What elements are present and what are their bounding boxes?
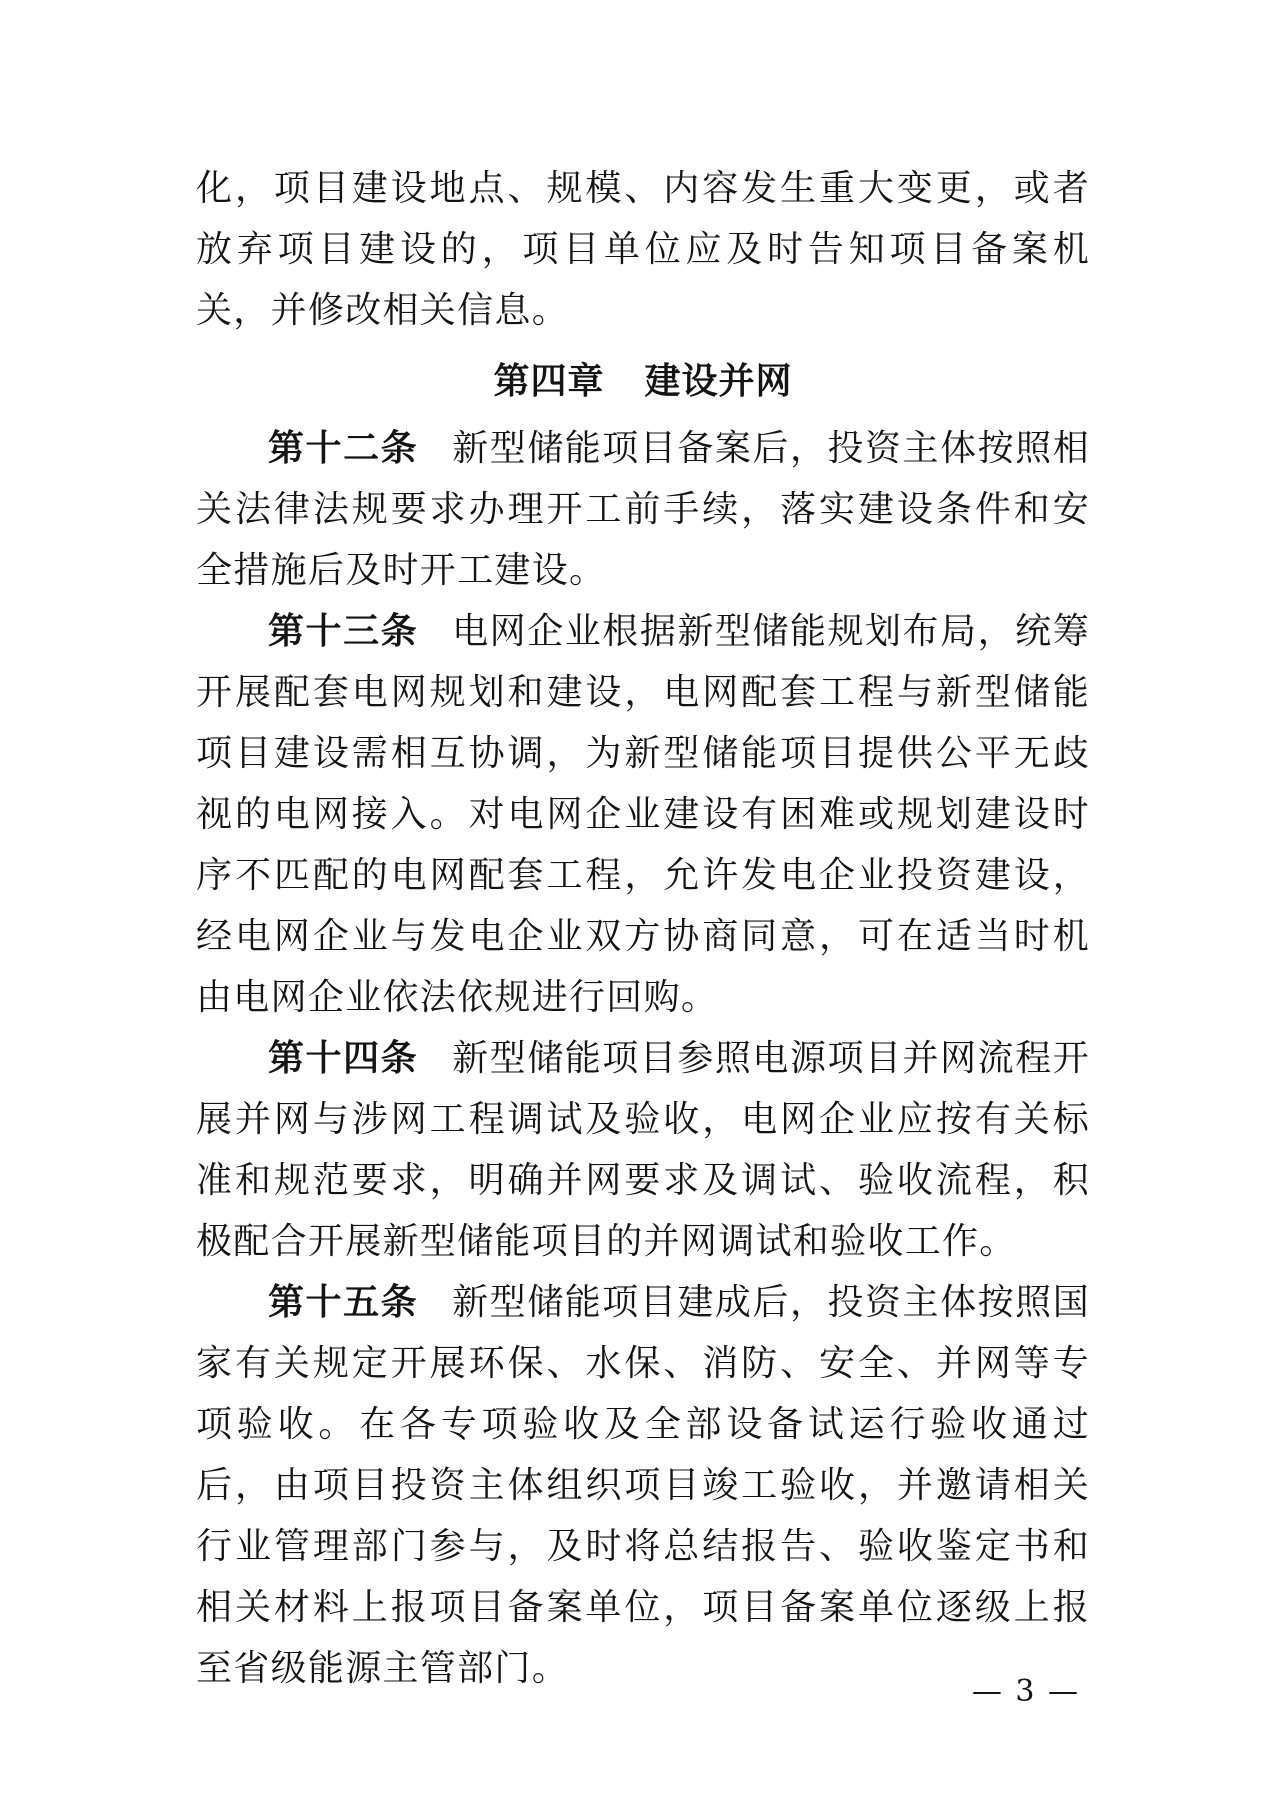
page-number: — 3 — bbox=[971, 1674, 1080, 1709]
article-13 bbox=[196, 601, 1090, 1028]
article-label: 第十三条 bbox=[268, 611, 419, 652]
chapter-number: 第四章 bbox=[493, 361, 605, 402]
article-text: 新型储能项目参照电源项目并网流程开展并网与涉网工程调试及验收，电网企业应按有关标准和规范要求，明确并网要求及调试、验收流程，积极配合开展新型储能项目的并网调试和验收工作。 bbox=[196, 1038, 1090, 1262]
article-text: 电网企业根据新型储能规划布局，统筹开展配套电网规划和建设，电网配套工程与新型储能项目建设需相互协调，为新型储能项目提供公平无歧视的电网接入。对电网企业建设有困难或规划建设时序不匹配的电网配套工程，允许发电企业投资建设，经电网企业与发电企业双方协商同意，可在适当时机由电网企业依法依规进行回购。 bbox=[196, 611, 1090, 1018]
page-body bbox=[196, 158, 1090, 1699]
article-text: 新型储能项目建成后，投资主体按照国家有关规定开展环保、水保、消防、安全、并网等专项验收。在各专项验收及全部设备试运行验收通过后，由项目投资主体组织项目竣工验收，并邀请相关行业管理部门参与，及时将总结报告、验收鉴定书和相关材料上报项目备案单位，项目备案单位逐级上报至省级能源主管部门。 bbox=[196, 1282, 1090, 1689]
article-14 bbox=[196, 1028, 1090, 1272]
article-label: 第十四条 bbox=[268, 1038, 419, 1079]
article-label: 第十五条 bbox=[268, 1282, 419, 1323]
article-15 bbox=[196, 1272, 1090, 1699]
chapter-title: 建设并网 bbox=[644, 361, 793, 402]
article-label: 第十二条 bbox=[268, 428, 419, 469]
continued-paragraph: 化，项目建设地点、规模、内容发生重大变更，或者放弃项目建设的，项目单位应及时告知项目备案机关，并修改相关信息。 bbox=[196, 168, 1090, 331]
article-12 bbox=[196, 418, 1090, 601]
article-text: 新型储能项目备案后，投资主体按照相关法律法规要求办理开工前手续，落实建设条件和安全措施后及时开工建设。 bbox=[196, 428, 1090, 591]
chapter-heading bbox=[196, 351, 1090, 412]
